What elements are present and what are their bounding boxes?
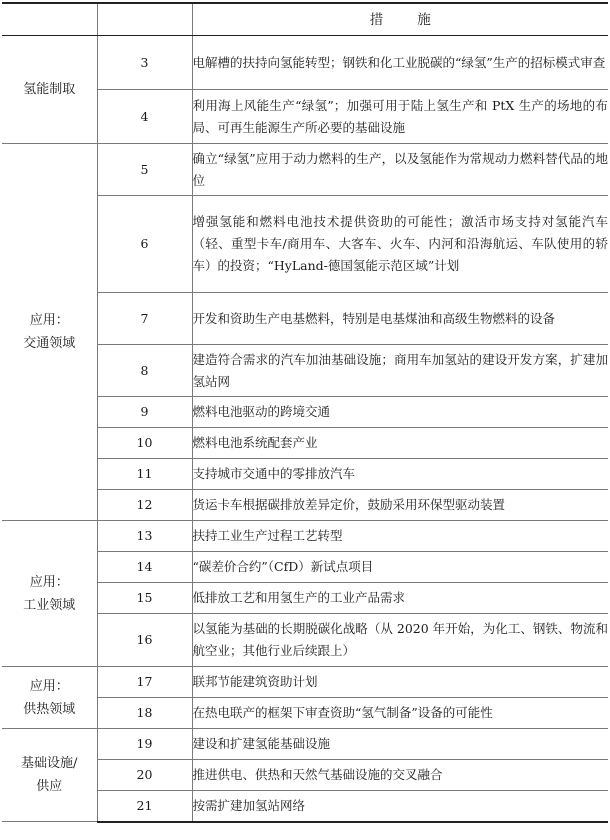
- table-row: [2, 667, 608, 698]
- measure-text: 扶持工业生产过程工艺转型: [192, 521, 608, 552]
- category-label: 应用：: [29, 574, 69, 590]
- measure-text: 燃料电池系统配套产业: [192, 428, 608, 459]
- category-cell: [2, 521, 97, 667]
- category-label: 工业领域: [23, 597, 76, 613]
- measure-number: 13: [97, 521, 192, 552]
- measure-number: 17: [97, 667, 192, 698]
- measure-text: 建造符合需求的汽车加油基础设施；商用车加氢站的建设开发方案，扩建加氢站网: [192, 345, 608, 397]
- measure-number: 19: [97, 729, 192, 760]
- measure-number: 21: [97, 791, 192, 822]
- measures-table: [2, 2, 608, 823]
- measure-number: 3: [97, 36, 192, 90]
- category-cell: [2, 144, 97, 521]
- measure-text: 以氢能为基础的长期脱碳化战略（从 2020 年开始，为化工、钢铁、物流和航空业；其他行业后续跟上）: [192, 614, 608, 667]
- header-number-cell: [97, 3, 192, 36]
- measure-text: 推进供电、供热和天然气基础设施的交叉融合: [192, 760, 608, 791]
- measure-text: 增强氢能和燃料电池技术提供资助的可能性；激活市场支持对氢能汽车（轻、重型卡车/商用车、大客车、火车、内河和沿海航运、车队使用的轿车）的投资；“HyLand-德国氢能示范区域”计划: [192, 196, 608, 293]
- category-label: 应用：: [29, 313, 69, 328]
- table-row: [2, 144, 608, 196]
- measure-number: 20: [97, 760, 192, 791]
- category-cell: [2, 667, 97, 729]
- header-measures-label: 措施: [192, 3, 608, 36]
- measure-number: 16: [97, 614, 192, 667]
- table-row: [2, 521, 608, 552]
- measure-text: 在热电联产的框架下审查资助“氢气制备”设备的可能性: [192, 698, 608, 729]
- table-row: [2, 729, 608, 760]
- measure-text: “碳差价合约”（CfD）新试点项目: [192, 552, 608, 583]
- measure-number: 6: [97, 196, 192, 293]
- measure-number: 12: [97, 490, 192, 521]
- measure-number: 4: [97, 90, 192, 144]
- category-label: 氢能制取: [23, 82, 76, 97]
- measure-text: 电解槽的扶持向氢能转型；钢铁和化工业脱碳的“绿氢”生产的招标模式审查: [192, 36, 608, 90]
- table-row: [2, 36, 608, 90]
- measure-number: 14: [97, 552, 192, 583]
- table-body: [2, 36, 608, 822]
- category-label: 交通领域: [23, 336, 76, 351]
- measure-text: 货运卡车根据碳排放差异定价，鼓励采用环保型驱动装置: [192, 490, 608, 521]
- measure-text: 利用海上风能生产“绿氢”；加强可用于陆上氢生产和 PtX 生产的场地的布局、可再生能源生产所必要的基础设施: [192, 90, 608, 144]
- category-cell: [2, 729, 97, 822]
- category-label: 供热领域: [23, 701, 76, 717]
- measure-text: 按需扩建加氢站网络: [192, 791, 608, 822]
- measure-number: 18: [97, 698, 192, 729]
- category-label: 基础设施/: [21, 756, 78, 771]
- measure-number: 5: [97, 144, 192, 196]
- measure-number: 9: [97, 397, 192, 428]
- table-header-row: [2, 3, 608, 36]
- measure-text: 支持城市交通中的零排放汽车: [192, 459, 608, 490]
- measure-number: 11: [97, 459, 192, 490]
- category-label: 供应: [36, 779, 63, 794]
- measure-text: 联邦节能建筑资助计划: [192, 667, 608, 698]
- measure-number: 8: [97, 345, 192, 397]
- measure-text: 低排放工艺和用氢生产的工业产品需求: [192, 583, 608, 614]
- measure-number: 15: [97, 583, 192, 614]
- category-label: 应用：: [29, 678, 69, 694]
- header-category-cell: [2, 3, 97, 36]
- measure-number: 7: [97, 293, 192, 345]
- measure-text: 确立“绿氢”应用于动力燃料的生产，以及氢能作为常规动力燃料替代品的地位: [192, 144, 608, 196]
- measure-text: 建设和扩建氢能基础设施: [192, 729, 608, 760]
- measure-text: 燃料电池驱动的跨境交通: [192, 397, 608, 428]
- measure-text: 开发和资助生产电基燃料，特别是电基煤油和高级生物燃料的设备: [192, 293, 608, 345]
- measure-number: 10: [97, 428, 192, 459]
- category-cell: [2, 36, 97, 144]
